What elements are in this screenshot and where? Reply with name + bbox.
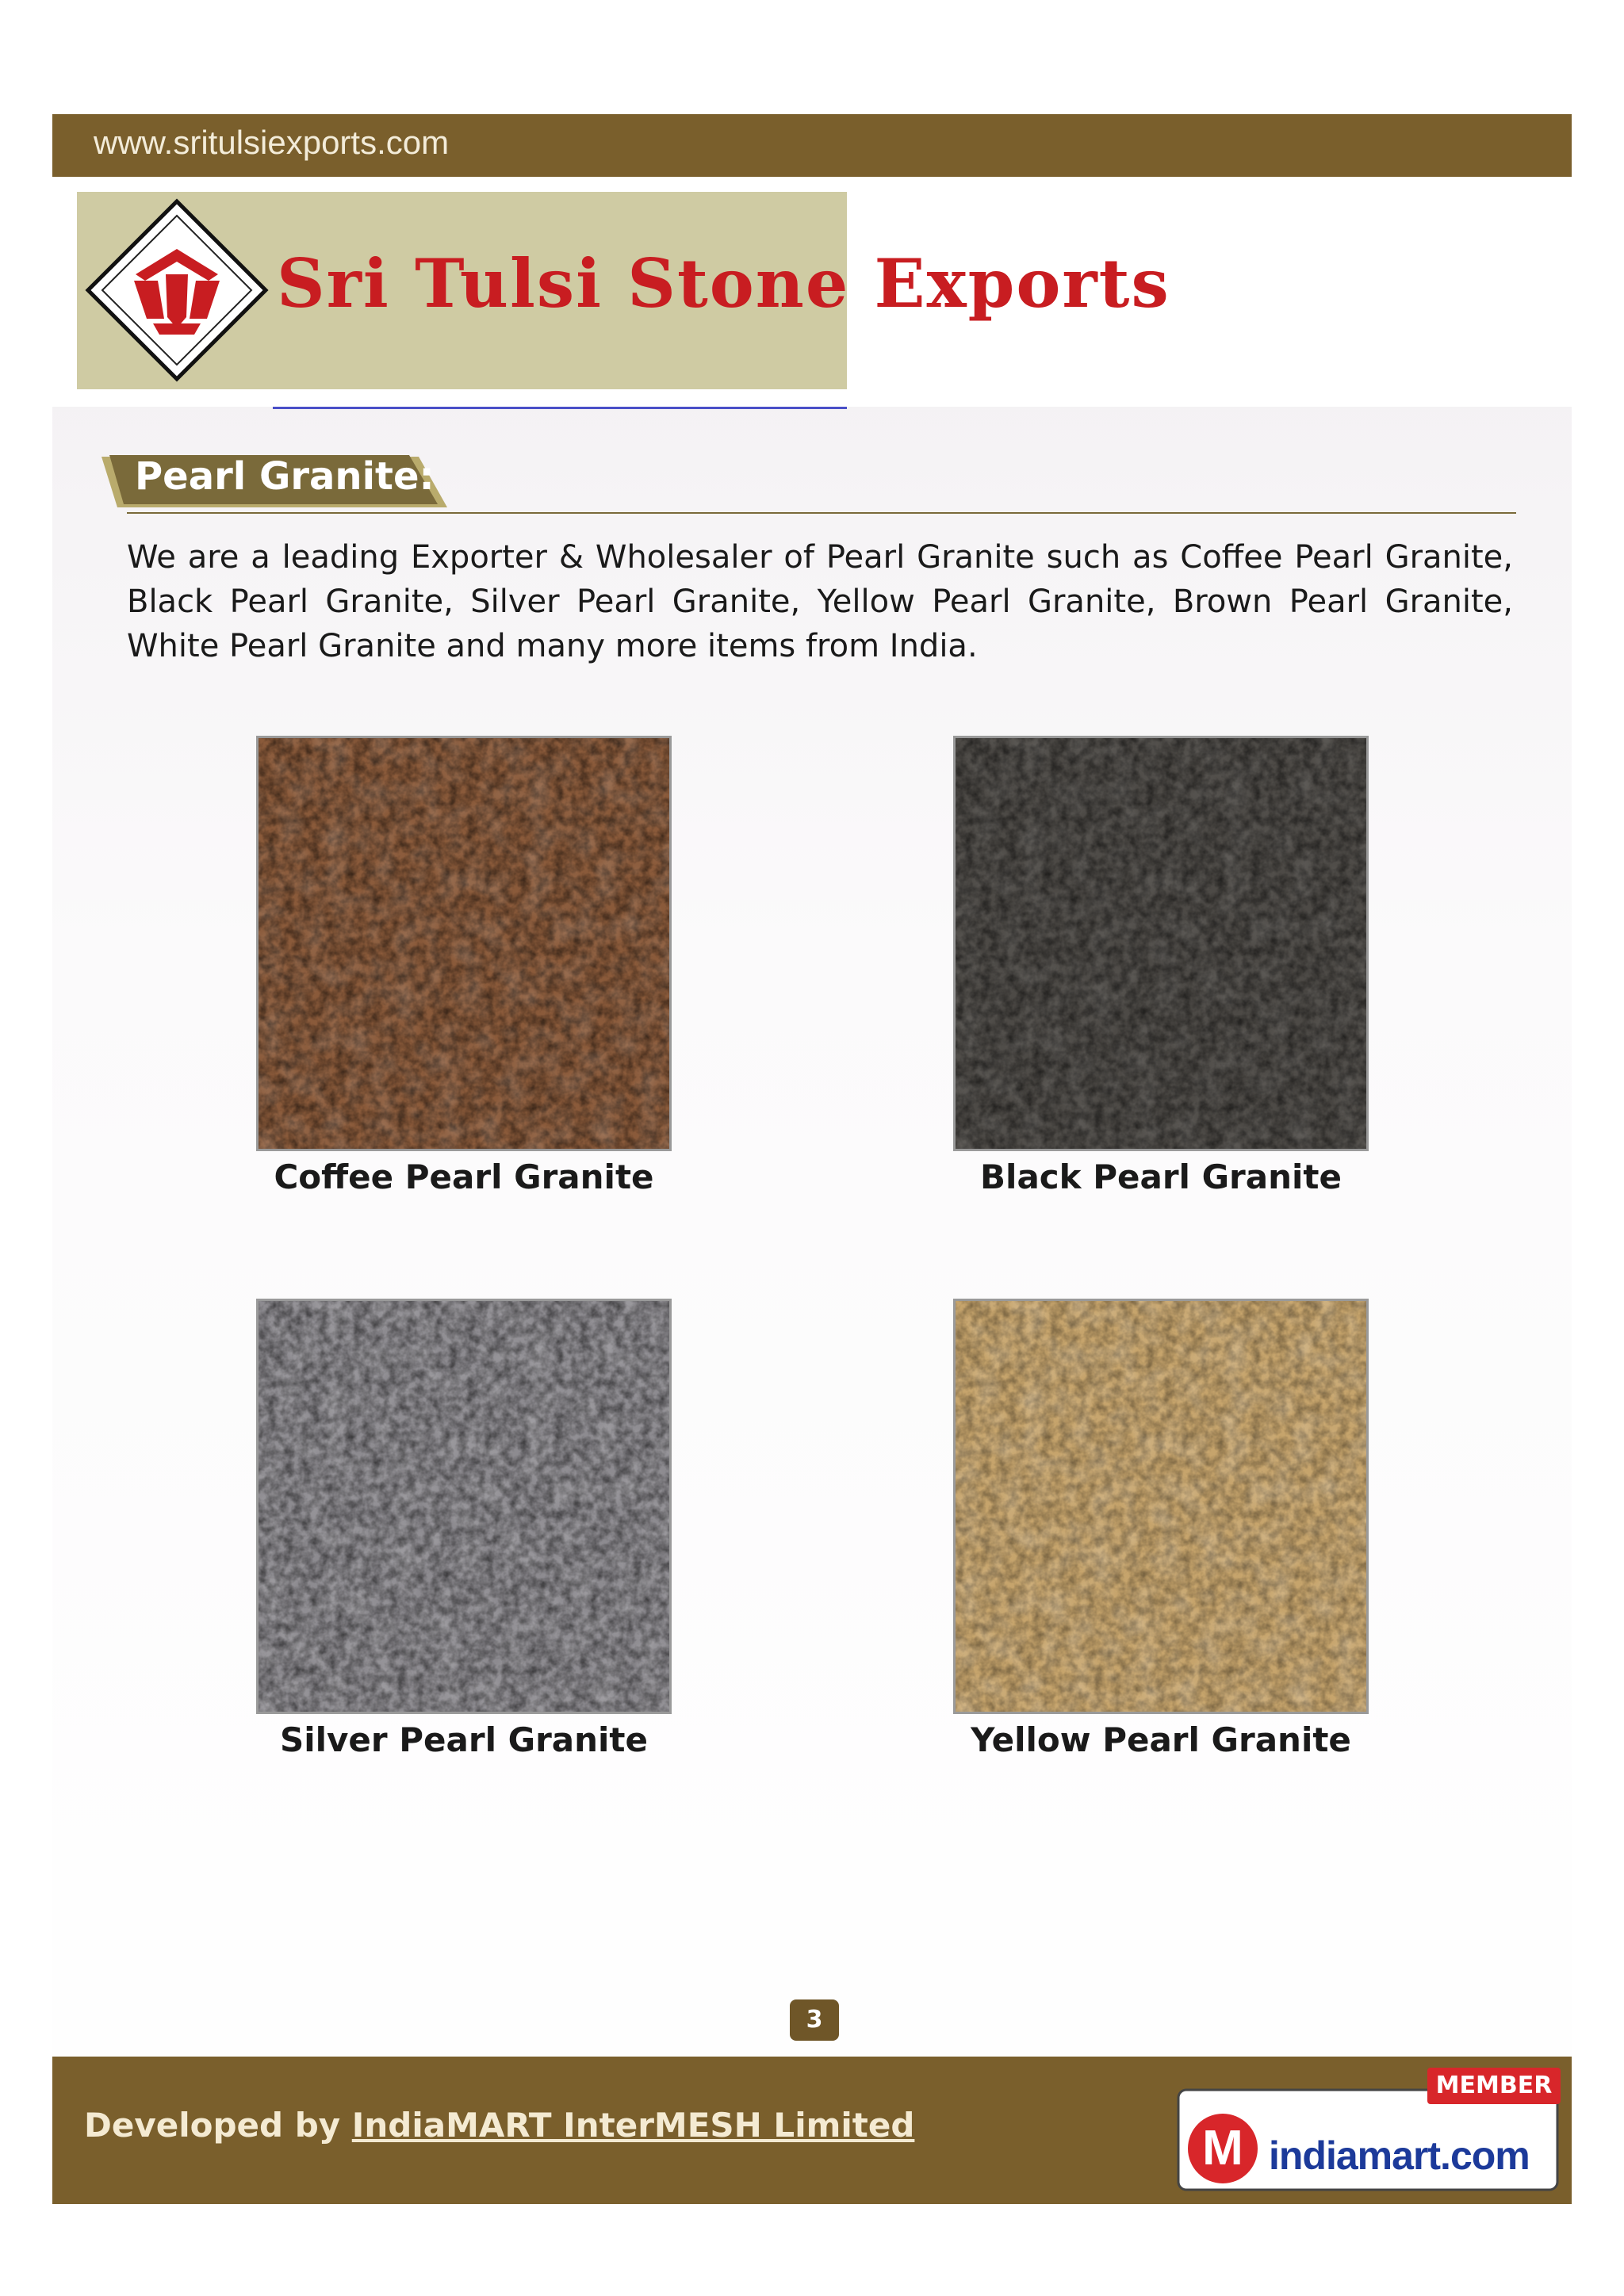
page-number: 3 xyxy=(790,1999,839,2041)
logo-diamond-icon xyxy=(85,198,269,382)
product-name[interactable]: Black Pearl Granite xyxy=(980,1158,1342,1196)
product-name[interactable]: Silver Pearl Granite xyxy=(280,1720,648,1759)
website-url[interactable]: www.sritulsiexports.com xyxy=(94,124,450,161)
section-title: Pearl Granite: xyxy=(135,454,435,499)
indiamart-m-icon xyxy=(1188,2114,1258,2183)
section-divider xyxy=(127,512,1516,514)
company-name: Sri Tulsi Stone Exports xyxy=(277,244,1170,323)
header-bar xyxy=(52,114,1572,177)
company-logo xyxy=(77,192,1170,389)
svg-text:M: M xyxy=(1202,2121,1243,2175)
product-image[interactable] xyxy=(256,736,672,1151)
product-card-coffee-pearl[interactable] xyxy=(115,736,813,1196)
product-image[interactable] xyxy=(953,736,1369,1151)
product-card-yellow-pearl[interactable] xyxy=(812,1299,1510,1759)
product-image[interactable] xyxy=(953,1299,1369,1714)
member-label: MEMBER xyxy=(1427,2068,1561,2104)
product-name[interactable]: Coffee Pearl Granite xyxy=(274,1158,654,1196)
indiamart-brand: indiamart.com xyxy=(1269,2133,1530,2178)
intro-paragraph: We are a leading Exporter & Wholesaler of Pearl Granite such as Coffee Pearl Granite, Black Pearl Granite, Silver Pearl Granite, Yellow Pearl Granite, Brown Pearl Granite, White Pearl Granite and many more items from India. xyxy=(127,539,1513,664)
indiamart-link[interactable]: IndiaMART InterMESH Limited xyxy=(351,2106,915,2145)
product-card-silver-pearl[interactable] xyxy=(115,1299,813,1759)
logo-underline xyxy=(273,407,847,409)
product-image[interactable] xyxy=(256,1299,672,1714)
product-card-black-pearl[interactable] xyxy=(812,736,1510,1196)
developed-by-label: Developed by xyxy=(84,2106,352,2145)
footer-credit xyxy=(84,2106,914,2145)
product-name[interactable]: Yellow Pearl Granite xyxy=(971,1720,1351,1759)
footer-bar xyxy=(52,2057,1572,2204)
